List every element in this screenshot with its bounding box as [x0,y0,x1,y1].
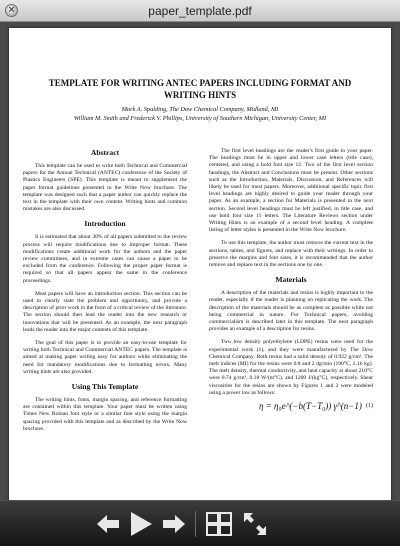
headings-paragraph-1: The first level headings are the reader's first guide to your paper. The headings must be in upper and lower case letters (title case), centered, and using a bold font size 12. Two of the first level section headings, the Abstract and Conclusions must be present. Other sections such as the Introduction, Materials, Discussion, and References will likely be used for most papers. Moreover, additional specific topic first level headings are highly desired to guide your reader through your paper. As an example, a section for Materials is presented in the next section. Second level headings must be left justified, in title case, and use bold font size 11 letters. The Literature Reviews section under Writing Hints is an example of a second level heading. A complete listing of letter styles is presented in the Write Now brochure. [209,148,373,234]
title-bar[interactable] [0,0,400,22]
using-paragraph-1: The writing hints, fonts, margin spacing, and reference formatting are contained within this template. Your paper must be written using Times New Roman font style or a similar font style using the margin spacing provided with this template and as described by the Write Now brochure. [23,397,187,432]
bottom-toolbar [0,500,400,546]
materials-heading: Materials [275,275,307,285]
equation-formula: η = η₀e^(−b(T−T₀)) γ̇^(n−1) [259,401,362,412]
left-column [23,148,187,439]
abstract-heading: Abstract [90,148,120,157]
close-icon: × [7,5,16,15]
arrow-left-icon [95,512,121,536]
index-sheet-button[interactable] [204,509,234,539]
document-viewer[interactable] [0,22,400,500]
intro-paragraph-3: The goal of this paper is to provide an easy-to-use template for writing both Technical and Commercial ANTEC papers. The template is aimed at making paper writing easy for authors while eliminating the need for mandatory modifications due to formatting errors. Many writing hints are also provided. [23,340,187,375]
intro-paragraph-2: Most papers will have an introduction section. This section can be used to clearly state the problem and opportunity, and provide a description of prior work in the form of a critical review of the literature. The section should then lead the reader into the new research or innovations that will be presented. As an example, the next paragraph leads the reader into the major contents of this template. [23,290,187,333]
play-icon [128,510,154,538]
play-slideshow-button[interactable] [126,509,156,539]
equation-number: (1) [366,403,373,410]
abstract-text: This template can be used to write both Technical and Commercial papers for the Annual Technical (ANTEC) conference of the Society of Plastics Engineers (SPE). This template is meant to supplement the paper format guidelines presented in the Write Now brochure. The template was designed such that a paper author can quickly replace the text in the template with their own content. Writing hints and common mistakes are also discussed. [23,163,187,213]
intro-paragraph-1: It is estimated that about 30% of all papers submitted to the review process will require modifications due to improper format. These modifications create additional work for the authors and the paper review committees, and in extreme cases can cause a paper to be excluded from the conference. Following the proper paper format is required so that all papers appear the same in the conference proceedings. [23,234,187,284]
authors-line-2: William M. Smith and Frederick V. Phillips, University of Southern Michigan, University Center, MI [73,114,327,122]
authors-line-1: Mark A. Spalding, The Dow Chemical Company, Midland, MI [121,106,279,113]
previous-page-button[interactable] [94,509,122,539]
headings-paragraph-2: To use this template, the author must remove the current text in the sections, tables, and figures, and replace with their writings. In order to preserve the margins and font sizes, it is recommended that the author remove and replace text in the sections one by one. [209,240,373,269]
materials-paragraph-1: A description of the materials and resins is highly important to the reader, especially if the reader is planning on replicating the work. The description of the materials should be as complete as possible while not being commercial in nature. For Technical papers, avoiding commercialism is described later in this template. The next paragraph provides an example of a description for resins. [209,290,373,333]
toolbar-separator [195,511,196,537]
grid-icon [205,511,233,537]
expand-arrows-icon [241,510,269,538]
introduction-heading: Introduction [84,219,126,229]
full-screen-button[interactable] [240,509,270,539]
viscosity-equation [209,403,373,410]
using-template-heading: Using This Template [71,382,139,392]
materials-paragraph-2: Two low density polyethylene (LDPE) resins were used for the experimental work (1), and they were manufactured by The Dow Chemical Company. Both resins had a solid density of 0.922 g/cm³. The melt indices (MI) for the resins were 0.8 and 2 dg/min (190°C, 2.16 kg). The melt density, thermal conductivity, and heat capacity at about 210°C were 0.74 g/cm³, 0.18 W/(m°C), and 1200 J/(kg°C), respectively. Shear viscosities for the resins are shown by Figures 1 and 2 were modeled using a power law as follows: [209,339,373,396]
pdf-page [9,28,391,500]
paper-title: TEMPLATE FOR WRITING ANTEC PAPERS INCLUDING FORMAT AND WRITING HINTS [48,78,352,100]
paper-authors [23,106,377,123]
right-column [209,148,373,410]
arrow-right-icon [161,512,187,536]
next-page-button[interactable] [160,509,188,539]
window-title: paper_template.pdf [148,4,252,18]
